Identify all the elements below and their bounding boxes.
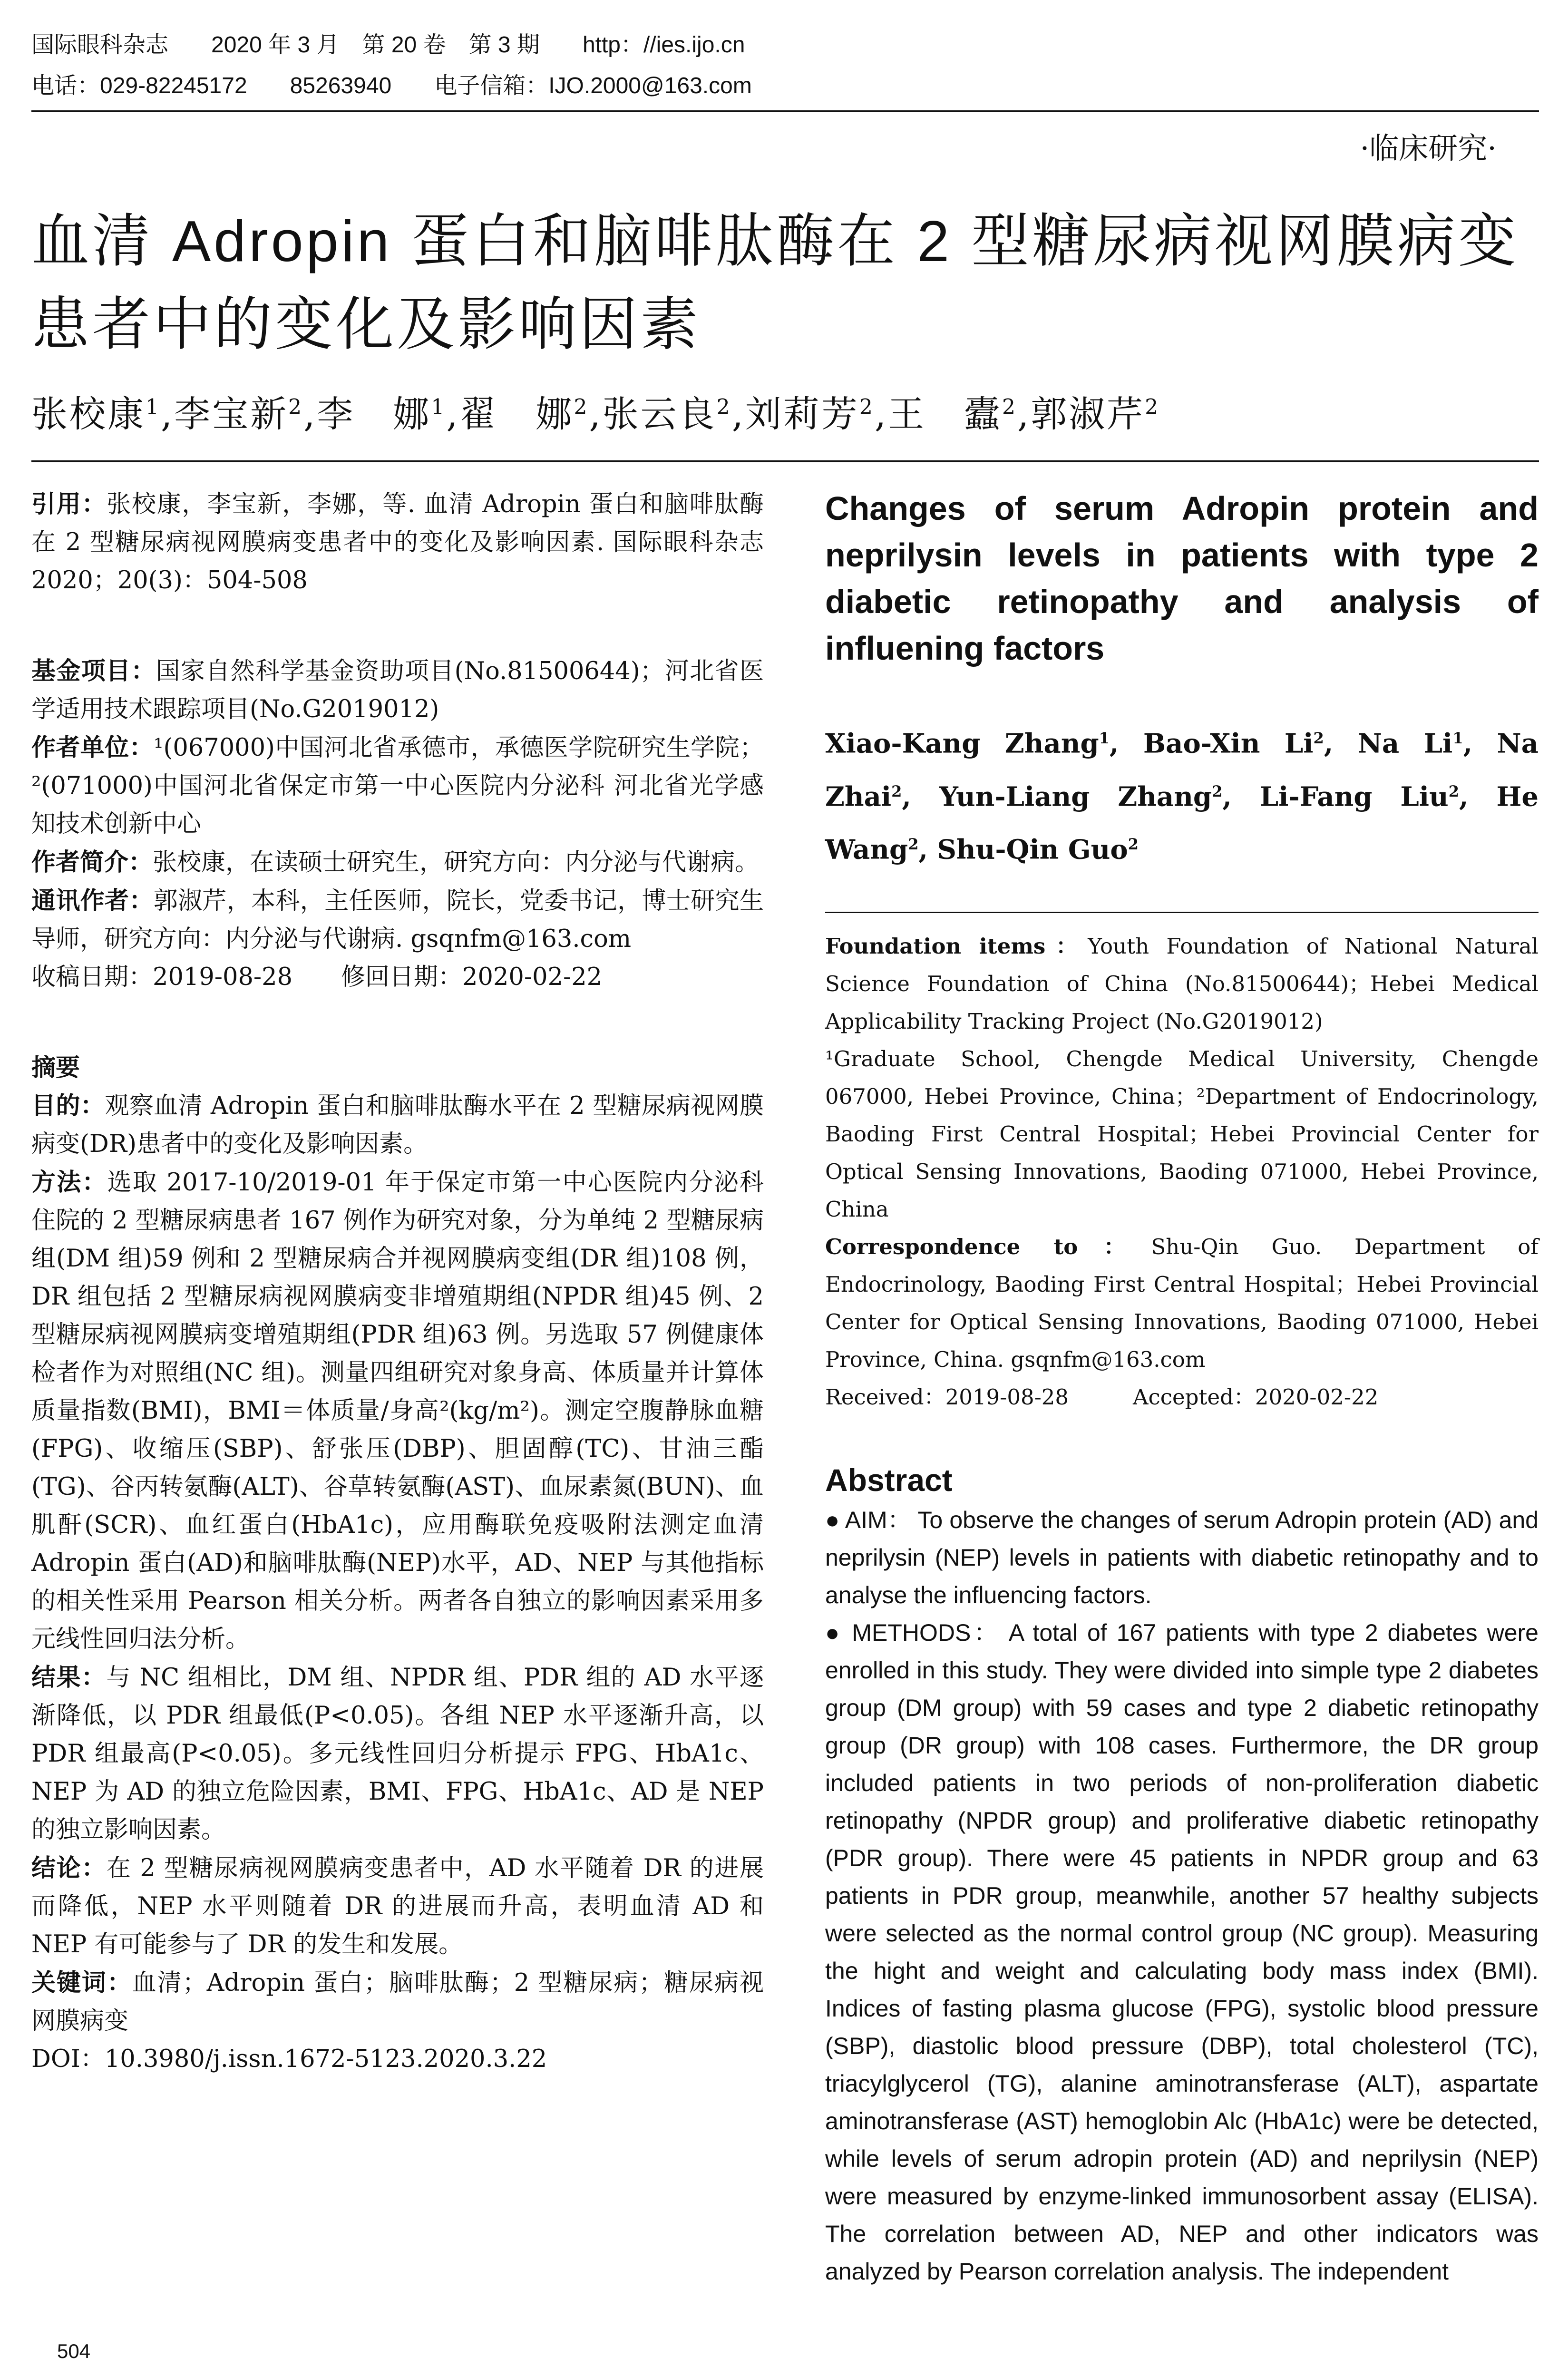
keywords-cn: 关键词：血清；Adropin 蛋白；脑啡肽酶；2 型糖尿病；糖尿病视网膜病变 bbox=[31, 1969, 764, 2035]
section-tag: ·临床研究· bbox=[1360, 131, 1497, 166]
aim-cn: 目的：观察血清 Adropin 蛋白和脑啡肽酶水平在 2 型糖尿病视网膜病变(DR)患者中的变化及影响因素。 bbox=[31, 1092, 764, 1158]
author-en: He Wang bbox=[825, 781, 1539, 866]
bullet-icon: ● bbox=[825, 1619, 852, 1646]
affil-sup: 2 bbox=[859, 395, 875, 419]
left-column bbox=[31, 485, 764, 2078]
abstract-en bbox=[825, 1501, 1539, 2290]
doi[interactable]: DOI：10.3980/j.issn.1672-5123.2020.3.22 bbox=[31, 2045, 547, 2073]
affil-sup: 2 bbox=[1002, 395, 1018, 419]
correspondence-en: Correspondence to：Shu-Qin Guo. Department of Endocrinology, Baoding First Central Hospital；Hebei Provincial Center for Optical Sensing Innovations, Baoding 071000, Hebei Province, China. gsqnfm@163.com bbox=[825, 1234, 1539, 1372]
affil-sup: 2 bbox=[1313, 729, 1324, 747]
phone-2: 85263940 bbox=[290, 73, 392, 98]
dates-cn: 收稿日期：2019-08-28 修回日期：2020-02-22 bbox=[31, 963, 603, 991]
results-cn: 结果：与 NC 组相比，DM 组、NPDR 组、PDR 组的 AD 水平逐渐降低，以 PDR 组最低(P<0.05)。各组 NEP 水平逐渐升高，以 PDR 组最高(P<0.05)。多元线性回归分析提示 FPG、HbA1c、NEP 为 AD 的独立危险因素，BMI、FPG、HbA1c、AD 是 NEP 的独立影响因素。 bbox=[31, 1664, 764, 1844]
email[interactable]: 电子信箱：IJO.2000@163.com bbox=[434, 73, 752, 98]
phone: 电话：029-82245172 bbox=[31, 73, 247, 98]
aim-en: ● AIM： To observe the changes of serum Adropin protein (AD) and neprilysin (NEP) levels in patients with diabetic retinopathy and to analyse the influencing factors. bbox=[825, 1506, 1539, 1608]
affil-sup: 2 bbox=[1448, 782, 1460, 800]
authors-rule bbox=[31, 460, 1539, 462]
author: 李 娜 bbox=[317, 393, 431, 435]
affil-sup: 2 bbox=[908, 835, 919, 854]
dates-en: Received：2019-08-28 Accepted：2020-02-22 bbox=[825, 1384, 1379, 1410]
affil-sup: 2 bbox=[1212, 782, 1223, 800]
affil-sup: 1 bbox=[1452, 729, 1463, 747]
foundation-en: Foundation items：Youth Foundation of National Natural Science Foundation of China (No.81500644)；Hebei Medical Applicability Tracking Project (No.G2019012) bbox=[825, 933, 1539, 1034]
author: 郭淑芹 bbox=[1031, 393, 1145, 435]
methods-en: ● METHODS： A total of 167 patients with type 2 diabetes were enrolled in this study. They were divided into simple type 2 diabetes group (DM group) with 59 cases and type 2 diabetic retinopathy group (DR group) with 108 cases. Furthermore, the DR group included patients in two periods of non-proliferation diabetic retinopathy (NPDR group) and proliferative diabetic retinopathy (PDR group). There were 45 patients in NPDR group and 63 patients in PDR group, meanwhile, another 57 healthy subjects were selected as the normal control group (NC group). Measuring the hight and weight and calculating body mass index (BMI). Indices of fasting plasma glucose (FPG), systolic blood pressure (SBP), diastolic blood pressure (DBP), total cholesterol (TC), triacylglycerol (TG), alanine aminotransferase (ALT), aspartate aminotransferase (AST) hemoglobin Alc (HbA1c) were be detected, while levels of serum adropin protein (AD) and neprilysin (NEP) were measured by enzyme-linked immunosorbent assay (ELISA). The correlation between AD, NEP and other indicators was analyzed by Pearson correlation analysis. The independent bbox=[825, 1619, 1539, 2285]
author-en: Na Zhai bbox=[825, 728, 1539, 813]
affil-sup: 1 bbox=[1099, 729, 1110, 747]
affil-sup: 2 bbox=[1145, 395, 1160, 419]
author-en: Bao-Xin Li bbox=[1143, 728, 1314, 760]
affil-sup: 2 bbox=[574, 395, 589, 419]
author-en: Na Li bbox=[1357, 728, 1453, 760]
citation: 引用：张校康，李宝新，李娜，等. 血清 Adropin 蛋白和脑啡肽酶在 2 型糖尿病视网膜病变患者中的变化及影响因素. 国际眼科杂志 2020；20(3)：504-508 bbox=[31, 490, 764, 594]
header-rule bbox=[31, 110, 1539, 112]
page-number: 504 bbox=[57, 2340, 91, 2362]
affil-sup: 1 bbox=[146, 395, 161, 419]
journal-name: 国际眼科杂志 bbox=[31, 32, 169, 58]
author: 李宝新 bbox=[174, 393, 289, 435]
author-bio: 作者简介：张校康，在读硕士研究生，研究方向：内分泌与代谢病。 bbox=[31, 848, 760, 877]
methods-cn: 方法：选取 2017-10/2019-01 年于保定市第一中心医院内分泌科住院的 2 型糖尿病患者 167 例作为研究对象，分为单纯 2 型糖尿病组(DM 组)59 例和 2 型糖尿病合并视网膜病变组(DR 组)108 例，DR 组包括 2 型糖尿病视网膜病变非增殖期组(NPDR 组)45 例、2 型糖尿病视网膜病变增殖期组(PDR 组)63 例。另选取 57 例健康体检者作为对照组(NC 组)。测量四组研究对象身高、体质量并计算体质量指数(BMI)，BMI＝体质量/身高²(kg/m²)。测定空腹静脉血糖(FPG)、收缩压(SBP)、舒张压(DBP)、胆固醇(TC)、甘油三酯(TG)、谷丙转氨酶(ALT)、谷草转氨酶(AST)、血尿素氮(BUN)、血肌酐(SCR)、血红蛋白(HbA1c)，应用酶联免疫吸附法测定血清 Adropin 蛋白(AD)和脑啡肽酶(NEP)水平，AD、NEP 与其他指标的相关性采用 Pearson 相关分析。两者各自独立的影响因素采用多元线性回归法分析。 bbox=[31, 1169, 764, 1653]
conclusion-cn: 结论：在 2 型糖尿病视网膜病变患者中，AD 水平随着 DR 的进展而降低，NEP 水平则随着 DR 的进展而升高，表明血清 AD 和 NEP 有可能参与了 DR 的发生和发展。 bbox=[31, 1854, 764, 1958]
author-en: Shu-Qin Guo bbox=[937, 834, 1128, 866]
right-column bbox=[825, 485, 1539, 2290]
affil-sup: 2 bbox=[288, 395, 304, 419]
abstract-heading-en: Abstract bbox=[825, 1462, 953, 1498]
affil-sup: 2 bbox=[716, 395, 732, 419]
author: 张校康 bbox=[31, 393, 146, 435]
author: 刘莉芳 bbox=[745, 393, 859, 435]
author: 王 蠹 bbox=[888, 393, 1003, 435]
affil-sup: 1 bbox=[431, 395, 447, 419]
issue-info: 2020 年 3 月 第 20 卷 第 3 期 bbox=[211, 32, 540, 58]
journal-header bbox=[31, 25, 1539, 107]
author-en: Xiao-Kang Zhang bbox=[825, 728, 1099, 760]
affil-sup: 2 bbox=[1128, 835, 1139, 854]
journal-url[interactable]: http：//ies.ijo.cn bbox=[582, 32, 745, 58]
bullet-icon: ● bbox=[825, 1506, 845, 1533]
affil-sup: 2 bbox=[891, 782, 902, 800]
fund: 基金项目：国家自然科学基金资助项目(No.81500644)；河北省医学适用技术跟踪项目(No.G2019012) bbox=[31, 657, 764, 723]
title-line-2: 患者中的变化及影响因素 bbox=[31, 292, 701, 357]
title-cn bbox=[31, 200, 1539, 366]
corresponding-author: 通讯作者：郭淑芹，本科，主任医师，院长，党委书记，博士研究生导师，研究方向：内分泌与代谢病. gsqnfm@163.com bbox=[31, 887, 764, 953]
right-rule bbox=[825, 912, 1539, 913]
authors-cn: 张校康$^1$,李宝新$^2$,李 娜$^1$,翟 娜$^2$,张云良$^2$,刘莉芳$^2$,王 蠹$^2$,郭淑芹$^2$ bbox=[31, 393, 1160, 435]
author: 张云良 bbox=[602, 393, 717, 435]
author: 翟 娜 bbox=[459, 393, 574, 435]
authors-en: Xiao-Kang Zhang$^1$, Bao-Xin Li$^2$, Na Li$^1$, Na Zhai$^2$, Yun-Liang Zhang$^2$, Li-Fang Liu$^2$, He Wang$^2$, Shu-Qin Guo$^2$ bbox=[825, 728, 1539, 866]
title-en: Changes of serum Adropin protein and neprilysin levels in patients with type 2 diabetic retinopathy and analysis of influening factors bbox=[825, 490, 1539, 667]
author-en: Yun-Liang Zhang bbox=[939, 781, 1212, 813]
author-en: Li-Fang Liu bbox=[1259, 781, 1449, 813]
article-info-en bbox=[825, 927, 1539, 1416]
title-line-1: 血清 Adropin 蛋白和脑啡肽酶在 2 型糖尿病视网膜病变 bbox=[31, 209, 1519, 273]
author-unit: 作者单位：¹(067000)中国河北省承德市，承德医学院研究生学院；²(071000)中国河北省保定市第一中心医院内分泌科 河北省光学感知技术创新中心 bbox=[31, 734, 764, 838]
abstract-heading-cn: 摘要 bbox=[31, 1054, 80, 1081]
affiliations-en: ¹Graduate School, Chengde Medical University, Chengde 067000, Hebei Province, China；²Department of Endocrinology, Baoding First Central Hospital；Hebei Provincial Center for Optical Sensing Innovations, Baoding 071000, Hebei Province, China bbox=[825, 1046, 1539, 1222]
